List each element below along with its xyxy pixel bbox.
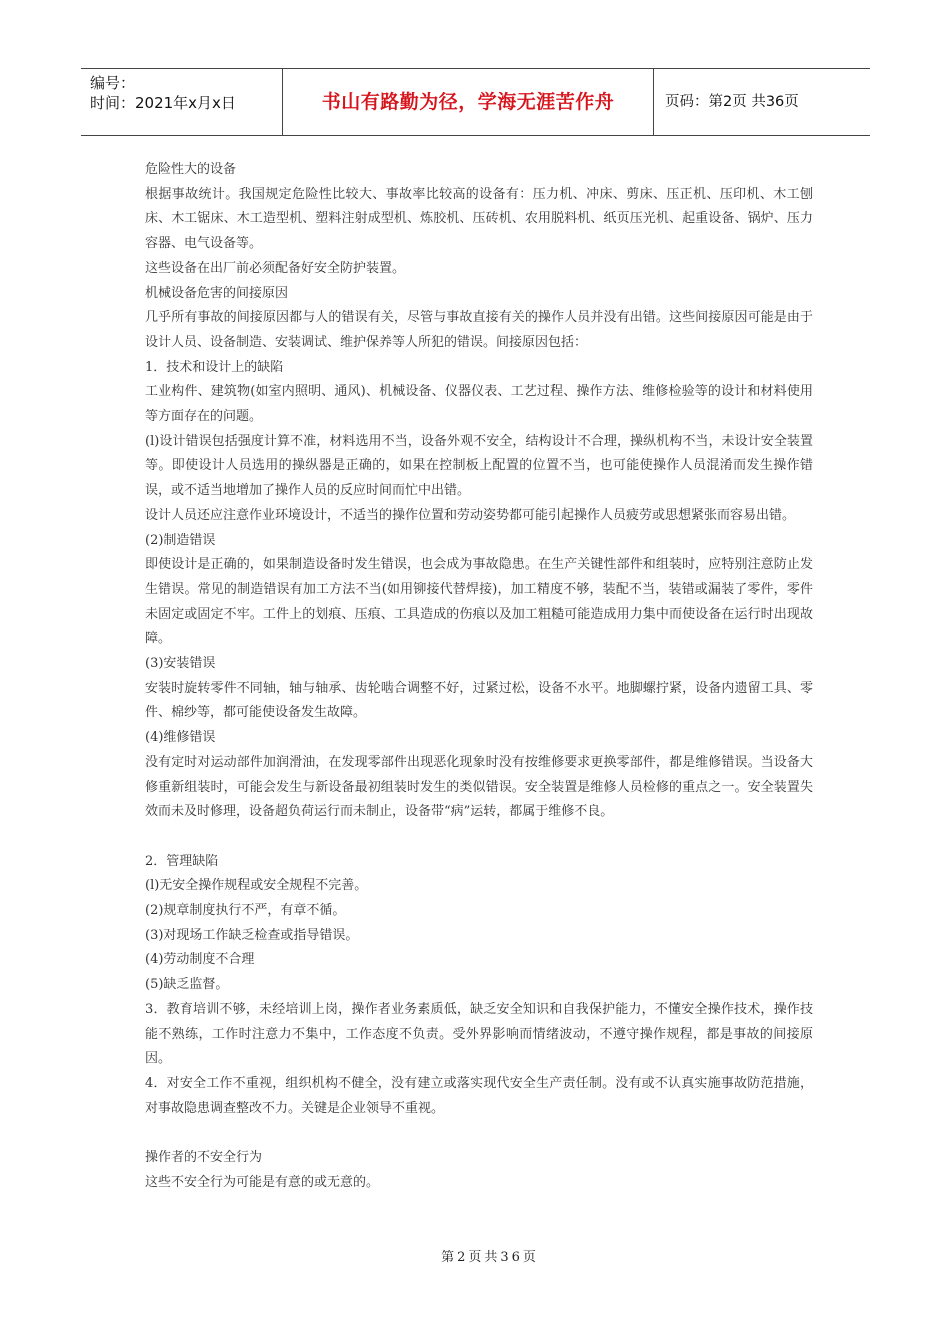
body-paragraph: 1．技术和设计上的缺陷 xyxy=(145,359,284,375)
body-paragraph xyxy=(145,1121,813,1146)
body-paragraph: (2)制造错误 xyxy=(145,532,216,548)
body-paragraph: 操作者的不安全行为 xyxy=(145,1150,263,1166)
body-paragraph: 设计人员还应注意作业环境设计，不适当的操作位置和劳动姿势都可能引起操作人员疲劳或思想紧张而容易出错。 xyxy=(145,507,796,523)
body-paragraph: 3．教育培训不够，未经培训上岗，操作者业务素质低，缺乏安全知识和自我保护能力，不懂安全操作技术，操作技能不熟练，工作时注意力不集中，工作态度不负责。受外界影响而情绪波动，不遵守操作规程，都是事故的间接原因。 xyxy=(145,1001,813,1067)
body-paragraph: 危险性大的设备 xyxy=(145,162,237,177)
body-paragraph: 即使设计是正确的，如果制造设备时发生错误，也会成为事故隐患。在生产关键性部件和组装时，应特别注意防止发生错误。常见的制造错误有加工方法不当(如用铆接代替焊接)，加工精度不够，装配不当，装错或漏装了零件，零件未固定或固定不牢。工件上的划痕、压痕、工具造成的伤痕以及加工粗糙可能造成用力集中而使设备在运行时出现故障。 xyxy=(145,557,813,647)
body-paragraph: (4)劳动制度不合理 xyxy=(145,952,255,968)
document-time-label: 时间：2021年x月x日 xyxy=(90,94,236,112)
header-meta xyxy=(90,73,280,113)
body-paragraph: (l)设计错误包括强度计算不准，材料选用不当，设备外观不安全，结构设计不合理，操纵机构不当，未设计安全装置等。即使设计人员选用的操纵器是正确的，如果在控制板上配置的位置不当，也可能使操作人员混淆而发生操作错误，或不适当地增加了操作人员的反应时间而忙中出错。 xyxy=(145,433,813,499)
body-paragraph: 安装时旋转零件不同轴，轴与轴承、齿轮啮合调整不好，过紧过松，设备不水平。地脚螺拧紧，设备内遗留工具、零件、棉纱等，都可能使设备发生故障。 xyxy=(145,680,813,721)
document-number-label: 编号： xyxy=(90,74,136,92)
body-paragraph: (3)安装错误 xyxy=(145,656,216,672)
page-header xyxy=(81,68,870,136)
body-paragraph: (5)缺乏监督。 xyxy=(145,977,229,993)
body-paragraph: 这些设备在出厂前必须配备好安全防护装置。 xyxy=(145,260,406,276)
page-footer: 第2页共36页 xyxy=(441,1250,539,1265)
body-paragraph: (4)维修错误 xyxy=(145,730,216,746)
header-divider xyxy=(653,69,654,135)
body-paragraph xyxy=(145,825,813,850)
body-paragraph: (l)无安全操作规程或安全规程不完善。 xyxy=(145,878,368,894)
body-paragraph: 这些不安全行为可能是有意的或无意的。 xyxy=(145,1174,380,1190)
body-paragraph: 4．对安全工作不重视，组织机构不健全，没有建立或落实现代安全生产责任制。没有或不认真实施事故防范措施，对事故隐患调查整改不力。关键是企业领导不重视。 xyxy=(145,1076,813,1116)
body-paragraph: 2．管理缺陷 xyxy=(145,853,219,869)
body-paragraph: 工业构件、建筑物(如室内照明、通风)、机械设备、仪器仪表、工艺过程、操作方法、维修检验等的设计和材料使用等方面存在的问题。 xyxy=(145,384,813,425)
body-paragraph: 几乎所有事故的间接原因都与人的错误有关，尽管与事故直接有关的操作人员并没有出错。这些间接原因可能是由于设计人员、设备制造、安装调试、维护保养等人所犯的错误。间接原因包括： xyxy=(145,310,813,350)
body-paragraph: 根据事故统计。我国规定危险性比较大、事故率比较高的设备有：压力机、冲床、剪床、压正机、压印机、木工刨床、木工锯床、木工造型机、塑料注射成型机、炼胶机、压砖机、农用脱料机、纸页压光机、起重设备、锅炉、压力容器、电气设备等。 xyxy=(145,186,813,252)
body-paragraph: 没有定时对运动部件加润滑油，在发现零部件出现恶化现象时没有按维修要求更换零部件，都是维修错误。当设备大修重新组装时，可能会发生与新设备最初组装时发生的类似错误。安全装置是维修人员检修的重点之一。安全装置失效而未及时修理，设备超负荷运行而未制止，设备带“病”运转，都属于维修不良。 xyxy=(145,754,813,820)
body-paragraph: 机械设备危害的间接原因 xyxy=(145,285,289,301)
header-page-info: 页码：第2页 共36页 xyxy=(665,94,799,110)
body-paragraph: (3)对现场工作缺乏检查或指导错误。 xyxy=(145,927,359,943)
body-paragraph: (2)规章制度执行不严，有章不循。 xyxy=(145,903,346,919)
document-body xyxy=(145,158,813,1196)
header-motto: 书山有路勤为径，学海无涯苦作舟 xyxy=(321,91,615,113)
